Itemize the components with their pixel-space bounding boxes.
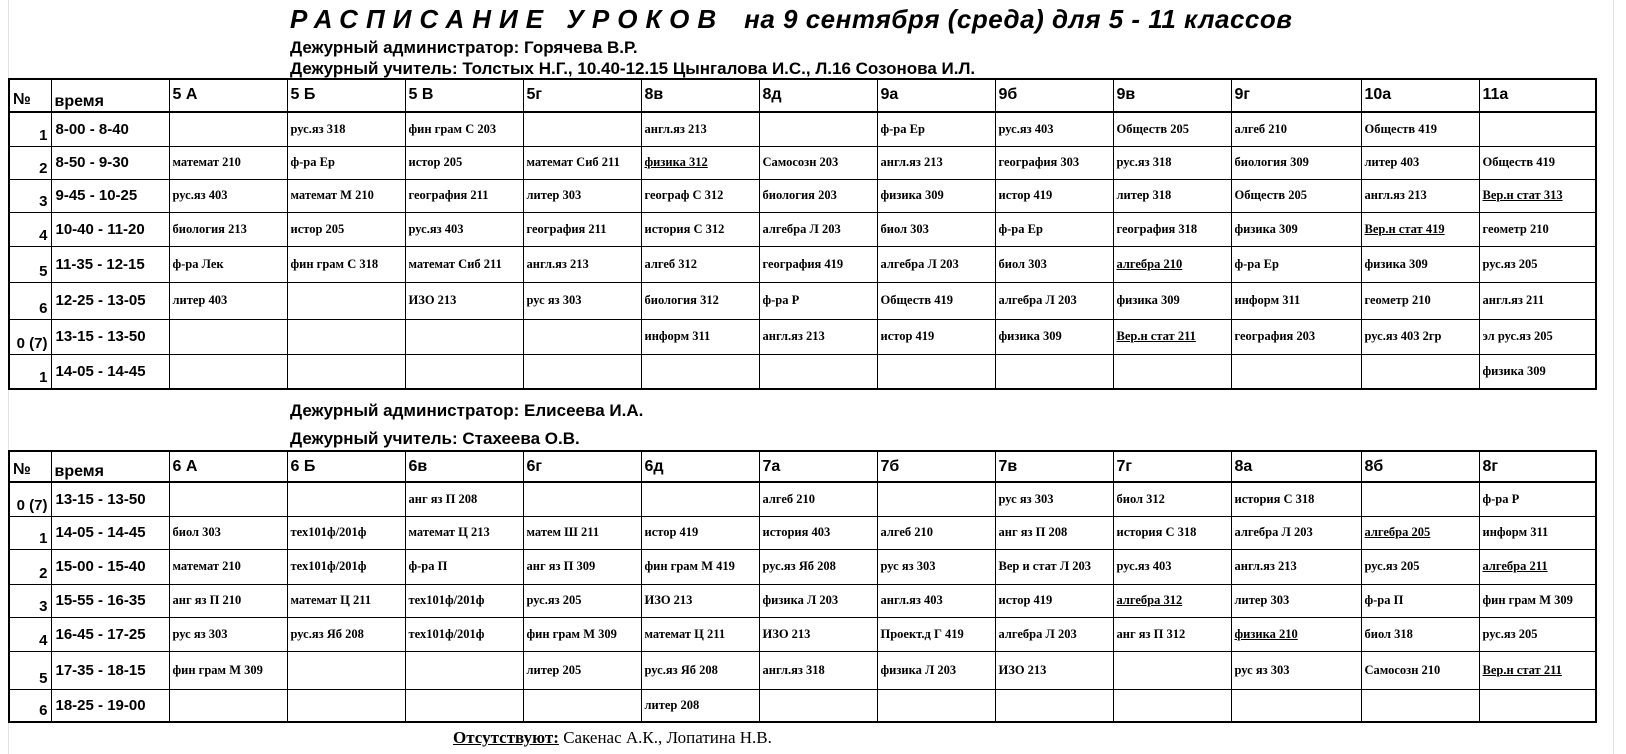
lesson-number: 6: [9, 282, 51, 319]
lesson-cell: тех101ф/201ф: [287, 516, 405, 549]
lesson-cell: информ 311: [641, 319, 759, 354]
lesson-cell: Вер.н стат 211: [1113, 319, 1231, 354]
lesson-cell: [169, 482, 287, 516]
lesson-cell: литер 205: [523, 651, 641, 689]
lesson-cell: [523, 112, 641, 146]
lesson-cell: Обществ 419: [877, 282, 995, 319]
lesson-cell: физика 309: [1361, 246, 1479, 282]
lesson-cell: ф-ра Ер: [877, 112, 995, 146]
lesson-cell: [523, 319, 641, 354]
lesson-cell: [405, 689, 523, 722]
class-header: 7в: [995, 451, 1113, 482]
table-row: [9, 212, 1596, 246]
lesson-time: 13-15 - 13-50: [51, 482, 169, 516]
lesson-cell: матем Ш 211: [523, 516, 641, 549]
lesson-cell: информ 311: [1231, 282, 1361, 319]
class-header: 11а: [1479, 79, 1596, 112]
lesson-cell: [759, 112, 877, 146]
lesson-cell: Вер.н стат 313: [1479, 179, 1596, 212]
lesson-cell: [287, 282, 405, 319]
lesson-cell: ф-ра П: [1361, 584, 1479, 617]
lesson-cell: алгебра Л 203: [759, 212, 877, 246]
title-main: РАСПИСАНИЕ УРОКОВ: [290, 4, 725, 34]
lesson-number: 4: [9, 617, 51, 651]
duty-teacher-shift1: Дежурный учитель: Толстых Н.Г., 10.40-12.15 Цынгалова И.С., Л.16 Созонова И.Л.: [290, 59, 976, 78]
lesson-cell: [169, 354, 287, 389]
lesson-cell: [287, 689, 405, 722]
lesson-number: 0 (7): [9, 482, 51, 516]
class-header: 9в: [1113, 79, 1231, 112]
lesson-cell: история С 318: [1231, 482, 1361, 516]
lesson-cell: [1479, 112, 1596, 146]
lesson-cell: алгебра 205: [1361, 516, 1479, 549]
lesson-cell: математ Ц 211: [641, 617, 759, 651]
lesson-cell: истор 205: [287, 212, 405, 246]
class-header: 7г: [1113, 451, 1231, 482]
lesson-cell: рус яз 303: [1231, 651, 1361, 689]
lesson-cell: [523, 354, 641, 389]
lesson-cell: [523, 689, 641, 722]
lesson-cell: ИЗО 213: [995, 651, 1113, 689]
table-row: [9, 549, 1596, 584]
lesson-cell: [995, 354, 1113, 389]
lesson-cell: ф-ра Лек: [169, 246, 287, 282]
lesson-cell: алгебра 210: [1113, 246, 1231, 282]
lesson-cell: алгеб 312: [641, 246, 759, 282]
absent-label: Отсутствуют:: [453, 728, 559, 747]
lesson-cell: фин грам М 309: [523, 617, 641, 651]
lesson-cell: тех101ф/201ф: [405, 584, 523, 617]
lesson-cell: рус яз 303: [523, 282, 641, 319]
lesson-time: 12-25 - 13-05: [51, 282, 169, 319]
lesson-cell: анг яз П 309: [523, 549, 641, 584]
class-header: 5 А: [169, 79, 287, 112]
lesson-cell: история С 312: [641, 212, 759, 246]
lesson-cell: физика Л 203: [759, 584, 877, 617]
class-header: 8д: [759, 79, 877, 112]
lesson-cell: [523, 482, 641, 516]
lesson-time: 10-40 - 11-20: [51, 212, 169, 246]
lesson-cell: биология 309: [1231, 146, 1361, 179]
absent-names: Сакенас А.К., Лопатина Н.В.: [563, 728, 772, 747]
lesson-time: 11-35 - 12-15: [51, 246, 169, 282]
lesson-cell: физика 312: [641, 146, 759, 179]
header-number: №: [9, 79, 51, 112]
lesson-cell: Обществ 419: [1479, 146, 1596, 179]
lesson-time: 8-50 - 9-30: [51, 146, 169, 179]
table-row: [9, 584, 1596, 617]
lesson-cell: ИЗО 213: [405, 282, 523, 319]
header-time: время: [51, 79, 169, 112]
lesson-cell: биология 213: [169, 212, 287, 246]
lesson-cell: ИЗО 213: [641, 584, 759, 617]
lesson-cell: алгебра 312: [1113, 584, 1231, 617]
lesson-cell: математ 210: [169, 146, 287, 179]
lesson-cell: рус.яз 403: [995, 112, 1113, 146]
lesson-cell: [1113, 354, 1231, 389]
class-header: 5г: [523, 79, 641, 112]
class-header: 6в: [405, 451, 523, 482]
lesson-cell: англ.яз 213: [759, 319, 877, 354]
lesson-cell: математ Сиб 211: [405, 246, 523, 282]
lesson-cell: рус яз 303: [169, 617, 287, 651]
lesson-cell: рус яз 303: [995, 482, 1113, 516]
lesson-cell: биол 303: [169, 516, 287, 549]
lesson-cell: литер 403: [1361, 146, 1479, 179]
lesson-cell: информ 311: [1479, 516, 1596, 549]
class-header: 8б: [1361, 451, 1479, 482]
lesson-cell: Проект.д Г 419: [877, 617, 995, 651]
lesson-time: 14-05 - 14-45: [51, 516, 169, 549]
lesson-cell: тех101ф/201ф: [287, 549, 405, 584]
lesson-number: 2: [9, 549, 51, 584]
lesson-cell: англ.яз 213: [523, 246, 641, 282]
duty-teacher-shift2: Дежурный учитель: Стахеева О.В.: [290, 429, 580, 448]
lesson-cell: [1479, 689, 1596, 722]
lesson-cell: истор 419: [641, 516, 759, 549]
schedule-table-shift2: [8, 450, 1597, 723]
class-header: 8г: [1479, 451, 1596, 482]
lesson-cell: [641, 354, 759, 389]
lesson-cell: история С 318: [1113, 516, 1231, 549]
lesson-cell: математ 210: [169, 549, 287, 584]
lesson-cell: истор 419: [877, 319, 995, 354]
lesson-time: 15-55 - 16-35: [51, 584, 169, 617]
lesson-cell: истор 205: [405, 146, 523, 179]
lesson-time: 9-45 - 10-25: [51, 179, 169, 212]
title-date: на 9 сентября (среда) для 5 - 11 классов: [744, 4, 1293, 34]
lesson-cell: [1113, 689, 1231, 722]
class-header: 10а: [1361, 79, 1479, 112]
lesson-cell: Обществ 205: [1231, 179, 1361, 212]
lesson-cell: биология 312: [641, 282, 759, 319]
class-header: 9г: [1231, 79, 1361, 112]
lesson-time: 8-00 - 8-40: [51, 112, 169, 146]
lesson-number: 1: [9, 112, 51, 146]
lesson-cell: география 211: [405, 179, 523, 212]
table-row: [9, 482, 1596, 516]
lesson-cell: [405, 354, 523, 389]
class-header: 5 В: [405, 79, 523, 112]
lesson-cell: англ.яз 213: [877, 146, 995, 179]
class-header: 6г: [523, 451, 641, 482]
lesson-number: 0 (7): [9, 319, 51, 354]
lesson-cell: география 419: [759, 246, 877, 282]
lesson-cell: фин грам М 309: [169, 651, 287, 689]
lesson-cell: алгеб 210: [877, 516, 995, 549]
lesson-cell: [169, 319, 287, 354]
header-time: время: [51, 451, 169, 482]
lesson-cell: фин грам М 309: [1479, 584, 1596, 617]
lesson-cell: рус.яз 403 2гр: [1361, 319, 1479, 354]
lesson-time: 14-05 - 14-45: [51, 354, 169, 389]
duty-admin-shift2: Дежурный администратор: Елисеева И.А.: [290, 401, 644, 420]
absent-line: [453, 728, 772, 748]
lesson-cell: рус.яз 318: [287, 112, 405, 146]
lesson-cell: [1231, 689, 1361, 722]
lesson-cell: литер 208: [641, 689, 759, 722]
sheet-gridline: [1613, 0, 1614, 754]
lesson-cell: ИЗО 213: [759, 617, 877, 651]
lesson-cell: биол 312: [1113, 482, 1231, 516]
lesson-cell: [641, 482, 759, 516]
lesson-cell: фин грам С 318: [287, 246, 405, 282]
lesson-cell: Обществ 205: [1113, 112, 1231, 146]
lesson-cell: алгебра Л 203: [1231, 516, 1361, 549]
lesson-cell: [995, 689, 1113, 722]
lesson-cell: ф-ра Р: [1479, 482, 1596, 516]
lesson-cell: Обществ 419: [1361, 112, 1479, 146]
class-header: 5 Б: [287, 79, 405, 112]
class-header: 8а: [1231, 451, 1361, 482]
lesson-cell: англ.яз 213: [641, 112, 759, 146]
lesson-cell: физика 309: [995, 319, 1113, 354]
lesson-cell: физика Л 203: [877, 651, 995, 689]
lesson-cell: алгебра 211: [1479, 549, 1596, 584]
lesson-cell: биол 303: [995, 246, 1113, 282]
lesson-cell: англ.яз 213: [1361, 179, 1479, 212]
lesson-cell: математ Ц 213: [405, 516, 523, 549]
lesson-cell: биология 203: [759, 179, 877, 212]
lesson-cell: тех101ф/201ф: [405, 617, 523, 651]
lesson-cell: рус.яз 318: [1113, 146, 1231, 179]
lesson-cell: физика 309: [1113, 282, 1231, 319]
lesson-cell: география 211: [523, 212, 641, 246]
lesson-cell: [1361, 354, 1479, 389]
lesson-cell: рус.яз 205: [1479, 246, 1596, 282]
lesson-time: 17-35 - 18-15: [51, 651, 169, 689]
lesson-number: 3: [9, 179, 51, 212]
table-row: [9, 516, 1596, 549]
lesson-cell: Вер.н стат 419: [1361, 212, 1479, 246]
lesson-cell: рус.яз 403: [169, 179, 287, 212]
lesson-cell: [1231, 354, 1361, 389]
lesson-time: 13-15 - 13-50: [51, 319, 169, 354]
lesson-cell: математ М 210: [287, 179, 405, 212]
lesson-cell: [287, 319, 405, 354]
lesson-cell: Вер и стат Л 203: [995, 549, 1113, 584]
lesson-cell: англ.яз 403: [877, 584, 995, 617]
lesson-cell: рус.яз 205: [1479, 617, 1596, 651]
table-row: [9, 282, 1596, 319]
lesson-cell: анг яз П 208: [405, 482, 523, 516]
lesson-cell: алгеб 210: [759, 482, 877, 516]
table-row: [9, 319, 1596, 354]
class-header: 6 Б: [287, 451, 405, 482]
lesson-cell: геометр 210: [1479, 212, 1596, 246]
lesson-cell: рус.яз Яб 208: [759, 549, 877, 584]
lesson-cell: Самосозн 203: [759, 146, 877, 179]
lesson-cell: [1113, 651, 1231, 689]
lesson-cell: алгебра Л 203: [877, 246, 995, 282]
header-row: [9, 79, 1596, 112]
page-title: [290, 4, 1292, 35]
class-header: 6 А: [169, 451, 287, 482]
lesson-cell: биол 303: [877, 212, 995, 246]
lesson-cell: геометр 210: [1361, 282, 1479, 319]
lesson-cell: фин грам С 203: [405, 112, 523, 146]
lesson-cell: рус.яз 403: [1113, 549, 1231, 584]
table-row: [9, 179, 1596, 212]
lesson-cell: история 403: [759, 516, 877, 549]
class-header: 9а: [877, 79, 995, 112]
lesson-cell: Самосозн 210: [1361, 651, 1479, 689]
lesson-cell: литер 318: [1113, 179, 1231, 212]
lesson-cell: ф-ра П: [405, 549, 523, 584]
lesson-cell: алгебра Л 203: [995, 282, 1113, 319]
lesson-cell: анг яз П 210: [169, 584, 287, 617]
lesson-cell: [169, 112, 287, 146]
lesson-time: 16-45 - 17-25: [51, 617, 169, 651]
lesson-cell: [759, 354, 877, 389]
lesson-cell: рус.яз 403: [405, 212, 523, 246]
lesson-cell: физика 210: [1231, 617, 1361, 651]
lesson-cell: [759, 689, 877, 722]
lesson-cell: англ.яз 213: [1231, 549, 1361, 584]
table-row: [9, 617, 1596, 651]
lesson-cell: [877, 354, 995, 389]
lesson-time: 15-00 - 15-40: [51, 549, 169, 584]
lesson-cell: литер 403: [169, 282, 287, 319]
lesson-cell: рус.яз Яб 208: [641, 651, 759, 689]
lesson-cell: англ.яз 211: [1479, 282, 1596, 319]
table-row: [9, 146, 1596, 179]
lesson-cell: [405, 319, 523, 354]
lesson-cell: [405, 651, 523, 689]
table-row: [9, 651, 1596, 689]
lesson-cell: литер 303: [523, 179, 641, 212]
class-header: 6д: [641, 451, 759, 482]
lesson-cell: [877, 689, 995, 722]
lesson-number: 6: [9, 689, 51, 722]
lesson-cell: рус.яз 205: [1361, 549, 1479, 584]
lesson-cell: биол 318: [1361, 617, 1479, 651]
lesson-cell: [287, 354, 405, 389]
lesson-cell: география 203: [1231, 319, 1361, 354]
table-row: [9, 112, 1596, 146]
lesson-cell: математ Сиб 211: [523, 146, 641, 179]
lesson-cell: физика 309: [1231, 212, 1361, 246]
lesson-cell: эл рус.яз 205: [1479, 319, 1596, 354]
lesson-cell: рус яз 303: [877, 549, 995, 584]
lesson-number: 4: [9, 212, 51, 246]
duty-admin-shift1: Дежурный администратор: Горячева В.Р.: [290, 38, 638, 57]
lesson-cell: [1361, 482, 1479, 516]
header-row: [9, 451, 1596, 482]
lesson-cell: ф-ра Ер: [287, 146, 405, 179]
class-header: 9б: [995, 79, 1113, 112]
table-row: [9, 354, 1596, 389]
lesson-cell: [877, 482, 995, 516]
lesson-number: 2: [9, 146, 51, 179]
lesson-cell: литер 303: [1231, 584, 1361, 617]
lesson-cell: алгебра Л 203: [995, 617, 1113, 651]
lesson-cell: англ.яз 318: [759, 651, 877, 689]
lesson-cell: истор 419: [995, 584, 1113, 617]
lesson-cell: рус.яз Яб 208: [287, 617, 405, 651]
lesson-cell: фин грам М 419: [641, 549, 759, 584]
lesson-cell: ф-ра Ер: [1231, 246, 1361, 282]
lesson-cell: анг яз П 208: [995, 516, 1113, 549]
schedule-table-shift1: [8, 78, 1597, 390]
lesson-number: 5: [9, 651, 51, 689]
lesson-number: 1: [9, 354, 51, 389]
class-header: 7б: [877, 451, 995, 482]
lesson-cell: [287, 651, 405, 689]
lesson-cell: ф-ра Р: [759, 282, 877, 319]
lesson-cell: [169, 689, 287, 722]
lesson-cell: Вер.н стат 211: [1479, 651, 1596, 689]
lesson-cell: алгеб 210: [1231, 112, 1361, 146]
lesson-cell: ф-ра Ер: [995, 212, 1113, 246]
lesson-cell: географ С 312: [641, 179, 759, 212]
class-header: 7а: [759, 451, 877, 482]
table-row: [9, 689, 1596, 722]
lesson-cell: анг яз П 312: [1113, 617, 1231, 651]
lesson-number: 3: [9, 584, 51, 617]
lesson-cell: физика 309: [877, 179, 995, 212]
lesson-cell: [1361, 689, 1479, 722]
lesson-cell: рус.яз 205: [523, 584, 641, 617]
lesson-cell: математ Ц 211: [287, 584, 405, 617]
lesson-time: 18-25 - 19-00: [51, 689, 169, 722]
lesson-cell: истор 419: [995, 179, 1113, 212]
lesson-number: 1: [9, 516, 51, 549]
lesson-cell: физика 309: [1479, 354, 1596, 389]
lesson-cell: география 303: [995, 146, 1113, 179]
lesson-cell: [287, 482, 405, 516]
header-number: №: [9, 451, 51, 482]
lesson-number: 5: [9, 246, 51, 282]
table-row: [9, 246, 1596, 282]
lesson-cell: география 318: [1113, 212, 1231, 246]
class-header: 8в: [641, 79, 759, 112]
